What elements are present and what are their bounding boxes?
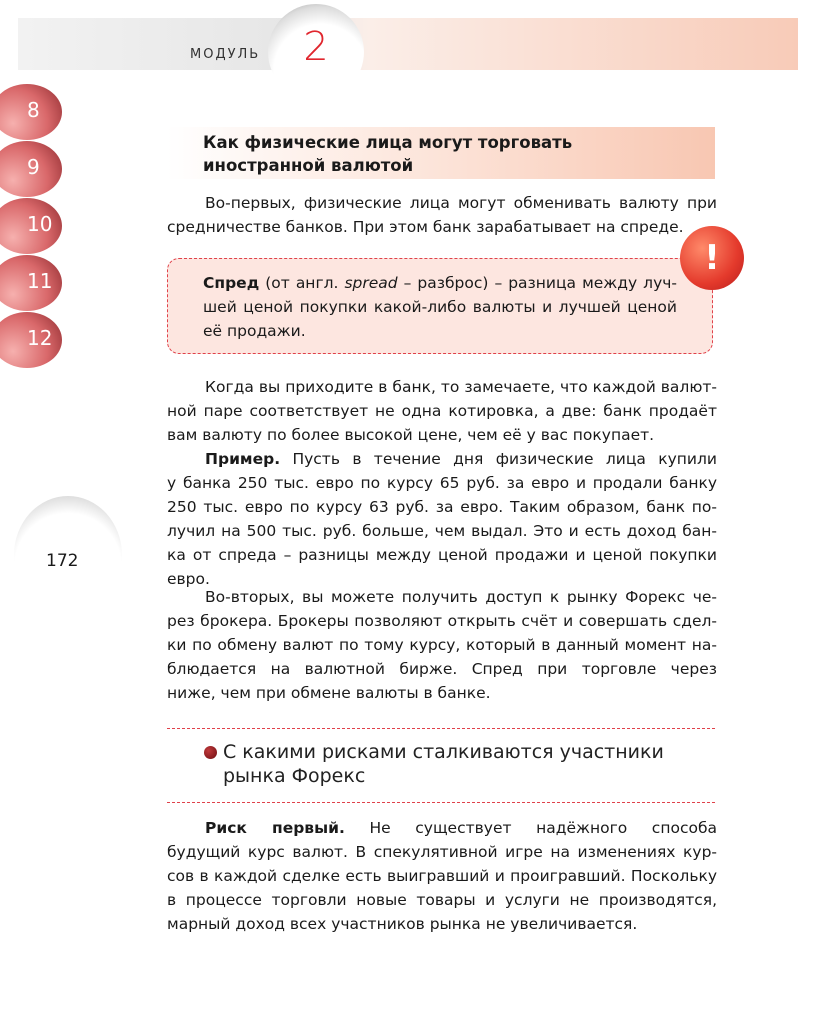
text-line [167,657,717,681]
divider [167,802,715,803]
italic-term: spread [344,274,398,292]
text-line [167,681,717,705]
module-number-badge [268,4,364,100]
text-segment: шей ценой покупки какой-либо валюты и лучшей ценой [203,298,677,316]
section-title-line: Как физические лица могут торговать [203,133,573,152]
side-tab-9[interactable] [0,141,62,197]
text-segment: (от англ. [259,274,345,292]
page-number: 172 [46,551,79,571]
side-tab-label: 8 [27,98,40,122]
text-segment: средничестве банков. При этом банк зарабатывает на спреде. [167,218,684,236]
module-header-band [18,18,798,70]
subsection-title-line: рынка Форекс [223,765,366,787]
text-line [167,912,717,936]
paragraph [167,816,717,936]
text-line [167,840,717,864]
subsection-title [223,740,664,788]
text-segment: ной паре соответствует не одна котировка, а две: банк продаёт [167,402,717,420]
text-segment: лучил на 500 тыс. руб. больше, чем выдал. Это и есть доход бан- [167,522,717,540]
text-line [167,447,717,471]
bold-lead: Риск первый. [205,819,345,837]
text-segment: сов в каждой сделке есть выигравший и проигравший. Поскольку [167,867,717,885]
module-number: 2 [303,24,329,70]
bold-lead: Пример. [205,450,281,468]
text-line [167,191,717,215]
definition-text [203,271,677,343]
paragraph [167,375,717,447]
bullet-icon [204,746,217,759]
paragraph [167,585,717,705]
side-tab-label: 11 [27,269,53,293]
side-tab-10[interactable] [0,198,62,254]
text-line [167,375,717,399]
side-tab-label: 10 [27,212,53,236]
text-segment: у банка 250 тыс. евро по курсу 65 руб. за евро и продали банку [167,474,717,492]
section-title-line: иностранной валютой [203,156,414,175]
side-tab-label: 9 [27,155,40,179]
text-segment: Не существует надёжного способа [369,819,717,837]
text-segment: ки по обмену валют по тому курсу, который в данный момент на- [167,636,717,654]
text-segment: будущий курс валют. В спекулятивной игре на изменениях кур- [167,843,717,861]
text-segment: ниже, чем при обмене валюты в банке. [167,684,491,702]
text-line [167,495,717,519]
side-tab-12[interactable] [0,312,62,368]
text-line [167,543,717,567]
text-segment: Во-вторых, вы можете получить доступ к рынку Форекс че- [205,588,717,606]
text-segment: её продажи. [203,322,306,340]
text-line [167,888,717,912]
text-segment: Когда вы приходите в банк, то замечаете, что каждой валют- [205,378,717,396]
text-segment: рез брокера. Брокеры позволяют открыть счёт и совершать сдел- [167,612,717,630]
text-segment: евро. [167,570,210,588]
divider [167,728,715,729]
text-line [167,864,717,888]
text-segment: ка от спреда – разницы между ценой продажи и ценой покупки [167,546,717,564]
text-segment: вам валюту по более высокой цене, чем её у вас покупает. [167,426,655,444]
side-tab-label: 12 [27,326,53,350]
exclamation-icon: ! [680,226,744,290]
text-line [167,471,717,495]
text-segment: марный доход всех участников рынка не увеличивается. [167,915,638,933]
section-title [203,131,572,177]
text-line [167,633,717,657]
text-segment: Во-первых, физические лица могут обменивать валюту при [205,194,717,212]
text-line [167,215,717,239]
text-line [203,271,677,295]
text-line [167,519,717,543]
text-segment: в процессе торговли новые товары и услуги не производятся, [167,891,717,909]
bold-lead: Спред [203,274,260,292]
side-tab-11[interactable] [0,255,62,311]
text-line [167,609,717,633]
paragraph [167,191,717,239]
text-segment: – разброс) – разница между луч- [397,274,677,292]
example-paragraph [167,447,717,591]
text-line [203,319,677,343]
text-segment: блюдается на валютной бирже. Спред при торговле через [167,660,717,678]
text-segment: Пусть в течение дня физические лица купили [280,450,717,468]
text-line [167,423,717,447]
text-line [203,295,677,319]
module-label: МОДУЛЬ [190,47,261,62]
text-line [167,585,717,609]
subsection-title-line: С какими рисками сталкиваются участники [223,741,664,763]
text-segment: 250 тыс. евро по курсу 63 руб. за евро. Таким образом, банк по- [167,498,717,516]
text-line [167,399,717,423]
side-tab-8[interactable] [0,84,62,140]
text-line [167,816,717,840]
